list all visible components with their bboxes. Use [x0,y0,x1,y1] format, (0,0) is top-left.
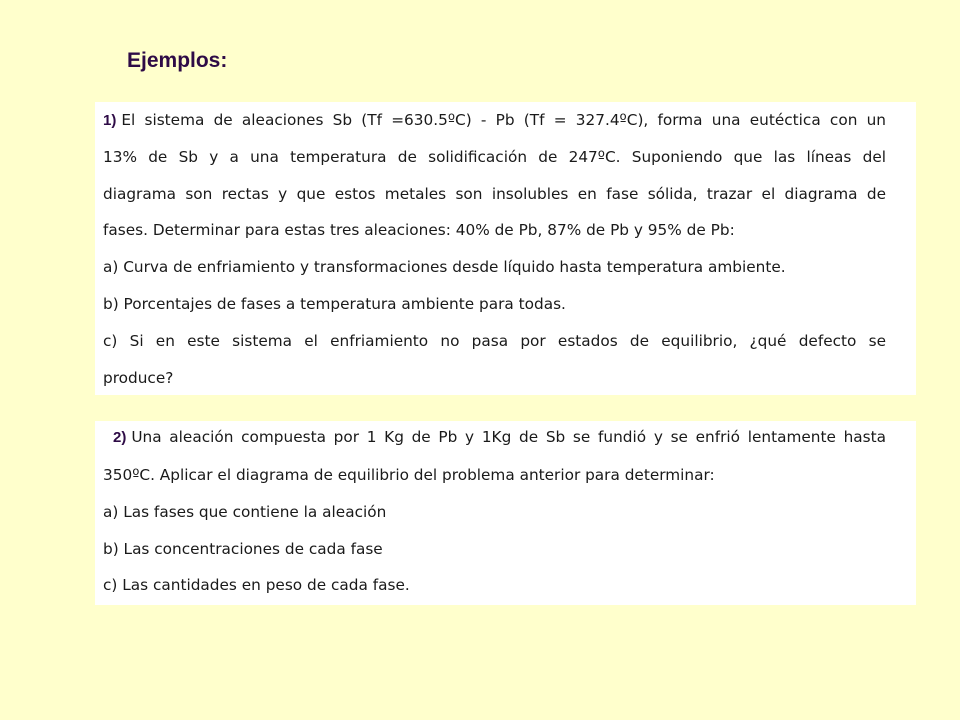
problem-2-number: 2) [113,429,127,446]
problem-1-item-c: c) Si en este sistema el enfriamiento no pasa por estados de equilibrio, ¿qué defecto se [103,332,886,350]
page-title: Ejemplos: [127,49,228,72]
problem-2-item-c: c) Las cantidades en peso de cada fase. [103,576,410,594]
problem-1-line [103,107,886,133]
problem-1-line: 13% de Sb y a una temperatura de solidificación de 247ºC. Suponiendo que las líneas del [103,148,886,166]
problem-1-item-a: a) Curva de enfriamiento y transformaciones desde líquido hasta temperatura ambiente. [103,258,786,276]
problem-2-line [103,424,886,450]
problem-1-line: fases. Determinar para estas tres aleaciones: 40% de Pb, 87% de Pb y 95% de Pb: [103,221,735,239]
problem-1-text: El sistema de aleaciones Sb (Tf =630.5ºC) - Pb (Tf = 327.4ºC), forma una eutéctica con un [121,111,886,129]
problem-2-item-a: a) Las fases que contiene la aleación [103,503,387,521]
problem-1-number: 1) [103,112,117,129]
problem-1-panel [95,102,916,395]
problem-2-text: Una aleación compuesta por 1 Kg de Pb y 1Kg de Sb se fundió y se enfrió lentamente hasta [131,428,886,446]
problem-1-item-b: b) Porcentajes de fases a temperatura ambiente para todas. [103,295,566,313]
problem-2-panel [95,421,916,605]
problem-1-line: diagrama son rectas y que estos metales son insolubles en fase sólida, trazar el diagrama de [103,185,886,203]
problem-2-item-b: b) Las concentraciones de cada fase [103,540,383,558]
problem-2-line: 350ºC. Aplicar el diagrama de equilibrio del problema anterior para determinar: [103,466,715,484]
problem-1-line: produce? [103,369,174,387]
